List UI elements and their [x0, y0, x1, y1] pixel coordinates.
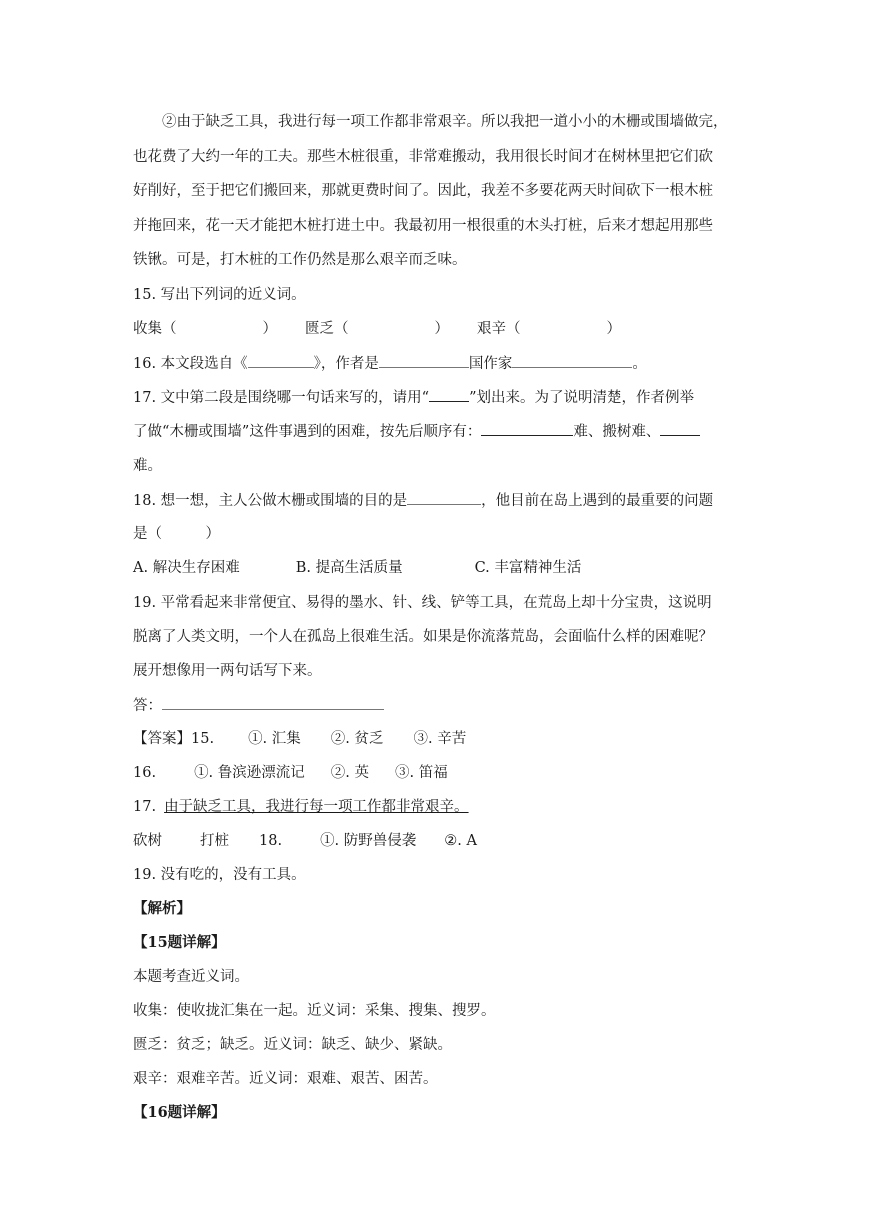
- answer-15-3: ③. 辛苦: [413, 731, 467, 747]
- answer-line-15: [133, 729, 466, 749]
- q18-text-b: ，他目前在岛上遇到的最重要的问题: [481, 493, 714, 509]
- q15-close-2: ）: [434, 321, 449, 337]
- q17-blank-1[interactable]: [481, 421, 573, 436]
- answer-18-1: ①. 防野兽侵袭: [320, 833, 417, 849]
- q17-text-c: 了做“木栅或围墙”这件事遇到的困难，按先后顺序有：: [133, 424, 482, 440]
- q15-word-1: 收集（: [133, 321, 177, 337]
- analysis-15-heading: 【15题详解】: [133, 934, 226, 951]
- q15-word-2: 匮乏（: [305, 321, 349, 337]
- answer-15-1: ①. 汇集: [248, 731, 301, 747]
- analysis-paragraph-4: 艰辛：艰难辛苦。近义词：艰难、艰苦、困苦。: [133, 1071, 438, 1087]
- q18-option-a: A. 解决生存困难: [133, 560, 240, 576]
- question-18-line-2: 是（ ）: [133, 526, 220, 542]
- answer-16-number: 16.: [133, 765, 157, 781]
- q17-underline-sample: [429, 387, 469, 402]
- answer-label: 【答案】15.: [133, 731, 215, 747]
- answer-17-number: 17.: [133, 799, 157, 815]
- question-15-stem: 15. 写出下列词的近义词。: [133, 287, 306, 303]
- answer-18-number: 18.: [259, 833, 283, 849]
- question-16: [133, 353, 647, 374]
- question-19-line-1: 19. 平常看起来非常便宜、易得的墨水、针、线、铲等工具，在荒岛上却十分宝贵，这说明: [133, 595, 712, 611]
- passage-line-5: 铁锹。可是，打木桩的工作仍然是那么艰辛而乏味。: [133, 252, 467, 268]
- q16-blank-author[interactable]: [512, 353, 632, 368]
- question-17-line-2: [133, 421, 700, 442]
- q18-option-b: B. 提高生活质量: [295, 560, 403, 576]
- q18-blank-purpose[interactable]: [407, 490, 481, 505]
- passage-line-2: 也花费了大约一年的工夫。那些木桩很重，非常难搬动，我用很长时间才在树林里把它们砍: [133, 149, 713, 165]
- q18-option-c: C. 丰富精神生活: [474, 560, 582, 576]
- answer-line-19: 19. 没有吃的，没有工具。: [133, 867, 306, 883]
- answer-15-2: ②. 贫乏: [330, 731, 384, 747]
- q16-text-d: 。: [632, 356, 647, 372]
- passage-line-1: ②由于缺乏工具，我进行每一项工作都非常艰辛。所以我把一道小小的木栅或围墙做完，: [162, 114, 728, 130]
- analysis-16-heading: 【16题详解】: [133, 1104, 226, 1121]
- answer-18-2: ②. A: [444, 833, 477, 849]
- q16-text-b: 》，作者是: [313, 356, 379, 372]
- q16-blank-country[interactable]: [379, 353, 469, 368]
- q15-close-1: ）: [262, 321, 277, 337]
- answer-line-17b-18: [133, 831, 477, 851]
- answer-17-r2: 打桩: [200, 833, 229, 849]
- q17-text-b: ”划出来。为了说明清楚，作者例举: [469, 390, 695, 406]
- q17-text-a: 17. 文中第二段是围绕哪一句话来写的，请用“: [133, 390, 430, 406]
- q19-answer-blank[interactable]: [162, 695, 384, 710]
- question-19-line-2: 脱离了人类文明，一个人在孤岛上很难生活。如果是你流落荒岛，会面临什么样的困难呢？: [133, 629, 713, 645]
- answer-16-1: ①. 鲁滨逊漂流记: [194, 765, 305, 781]
- answer-line-17: [133, 797, 469, 817]
- question-18-options: [133, 558, 581, 578]
- q17-text-d: 难、搬树难、: [573, 424, 661, 440]
- analysis-paragraph-1: 本题考查近义词。: [133, 969, 249, 985]
- q16-blank-title[interactable]: [248, 353, 314, 368]
- answer-17-r1: 砍树: [133, 833, 162, 849]
- q16-text-a: 16. 本文段选自《: [133, 356, 248, 372]
- question-18-line-1: [133, 490, 713, 511]
- answer-line-16: [133, 763, 448, 783]
- passage-line-3: 好削好，至于把它们搬回来，那就更费时间了。因此，我差不多要花两天时间砍下一根木桩: [133, 183, 713, 199]
- analysis-title: 【解析】: [133, 900, 191, 917]
- answer-17-underlined: 由于缺乏工具，我进行每一项工作都非常艰辛。: [164, 799, 469, 815]
- q15-close-3: ）: [606, 321, 621, 337]
- q16-text-c: 国作家: [468, 356, 513, 372]
- q17-blank-2[interactable]: [660, 421, 700, 436]
- answer-16-3: ③. 笛福: [395, 765, 448, 781]
- answer-16-2: ②. 英: [330, 765, 369, 781]
- q15-word-3: 艰辛（: [477, 321, 521, 337]
- question-19-line-3: 展开想像用一两句话写下来。: [133, 663, 322, 679]
- question-17-line-3: 难。: [133, 458, 162, 474]
- question-15-words: [133, 319, 621, 339]
- analysis-paragraph-3: 匮乏：贫乏；缺乏。近义词：缺乏、缺少、紧缺。: [133, 1037, 452, 1053]
- passage-line-4: 并拖回来，花一天才能把木桩打进土中。我最初用一根很重的木头打桩，后来才想起用那些: [133, 218, 713, 234]
- q18-text-a: 18. 想一想，主人公做木栅或围墙的目的是: [133, 493, 408, 509]
- q19-answer-label: 答：: [133, 698, 162, 714]
- analysis-paragraph-2: 收集：使收拢汇集在一起。近义词：采集、搜集、搜罗。: [133, 1003, 496, 1019]
- question-17-line-1: [133, 387, 694, 408]
- question-19-answer: [133, 695, 384, 716]
